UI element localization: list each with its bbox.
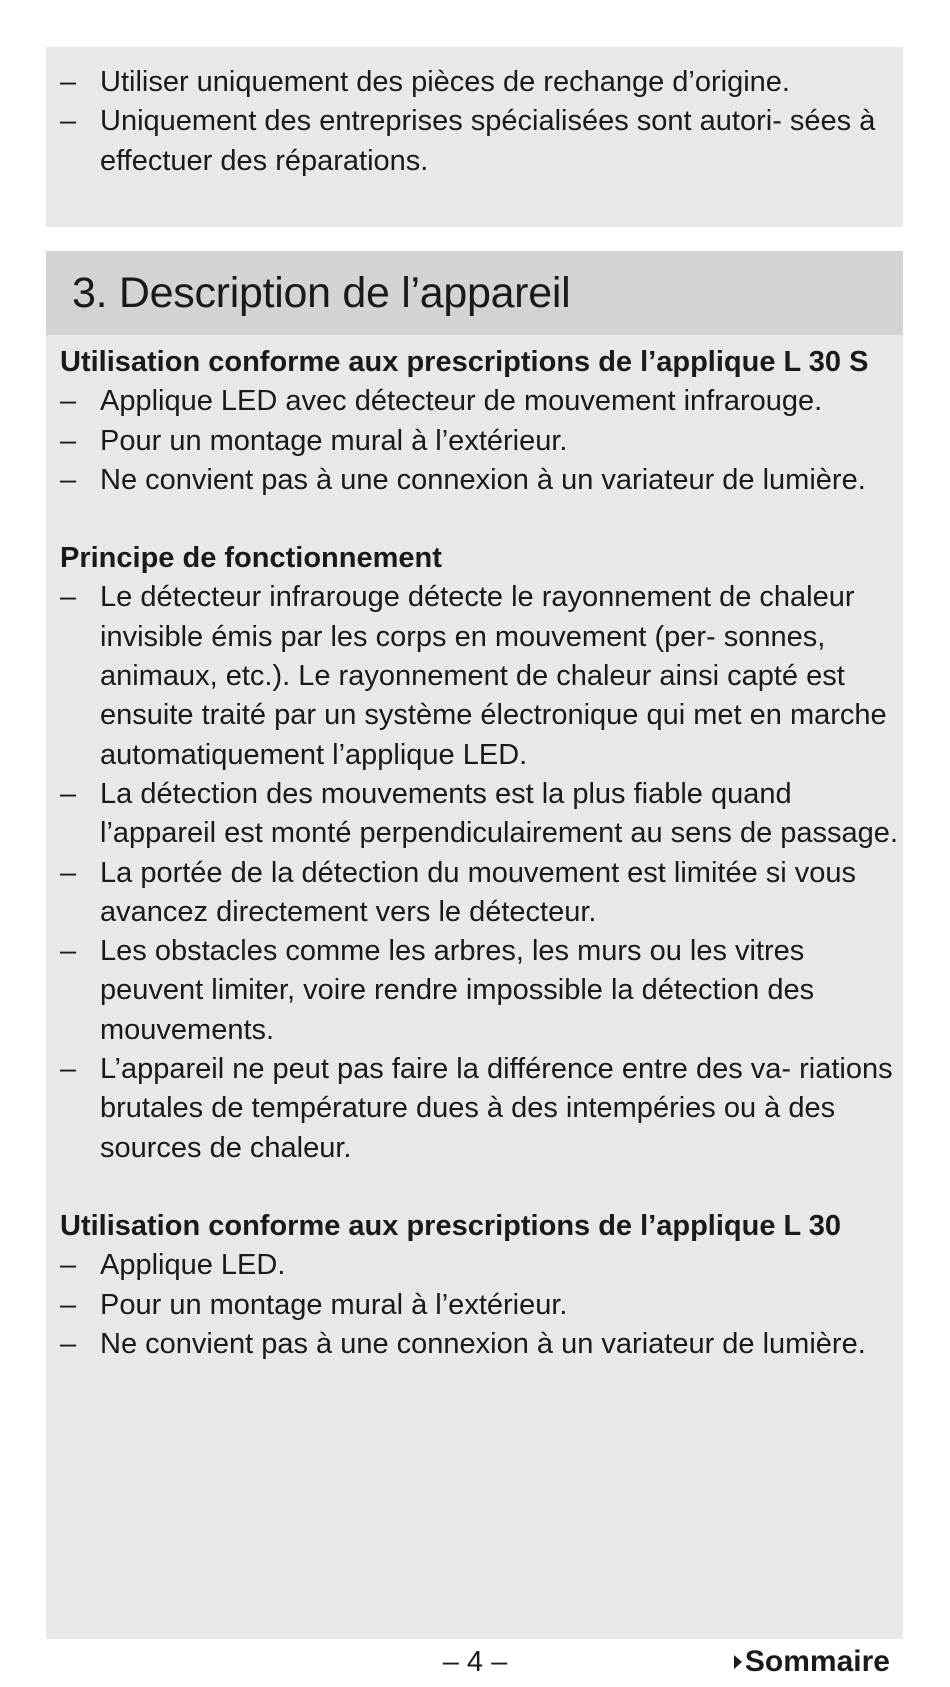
dash-bullet: – <box>60 777 77 810</box>
list-item <box>60 1050 900 1168</box>
dash-bullet: – <box>60 424 77 457</box>
list-item <box>60 102 900 181</box>
bullet-text: Utiliser uniquement des pièces de rechange d’origine. <box>100 66 790 98</box>
bullet-text: Applique LED. <box>100 1249 286 1282</box>
page-number: – 4 – <box>442 1646 508 1678</box>
arrow-right-icon <box>734 1655 742 1669</box>
section-content <box>60 343 900 1364</box>
list-item <box>60 382 900 421</box>
safety-notes-content <box>60 63 900 181</box>
list-item <box>60 63 900 102</box>
dash-bullet: – <box>60 1249 77 1282</box>
bullet-text: Ne convient pas à une connexion à un variateur de lumière. <box>100 463 866 496</box>
safety-bullet-list <box>60 63 900 181</box>
usage-l30-list <box>60 1246 900 1364</box>
bullet-text: L’appareil ne peut pas faire la différence entre des va- riations brutales de température dues à des intempéries ou à des sources de chaleur. <box>100 1053 893 1164</box>
spacer <box>60 500 900 539</box>
subheading-usage-l30: Utilisation conforme aux prescriptions de l’applique L 30 <box>60 1209 842 1242</box>
subheading-usage-l30s: Utilisation conforme aux prescriptions de l’applique L 30 S <box>60 346 869 378</box>
dash-bullet: – <box>60 1053 77 1086</box>
bullet-text: Ne convient pas à une connexion à un variateur de lumière. <box>100 1327 866 1360</box>
dash-bullet: – <box>60 66 77 98</box>
list-item <box>60 422 900 461</box>
dash-bullet: – <box>60 463 77 496</box>
dash-bullet: – <box>60 385 77 418</box>
operating-principle-list <box>60 578 900 1167</box>
list-item <box>60 1286 900 1325</box>
dash-bullet: – <box>60 105 77 138</box>
bullet-text: Pour un montage mural à l’extérieur. <box>100 424 568 457</box>
bullet-text: Applique LED avec détecteur de mouvement infrarouge. <box>100 385 823 418</box>
dash-bullet: – <box>60 856 77 889</box>
dash-bullet: – <box>60 1288 77 1321</box>
table-of-contents-link[interactable] <box>734 1644 890 1680</box>
dash-bullet: – <box>60 935 77 968</box>
bullet-text: Le détecteur infrarouge détecte le rayonnement de chaleur invisible émis par les corps en mouvement (per- sonnes, animaux, etc.). Le rayonnement de chaleur ainsi capté est ensuite traité par un système électronique qui met en marche automatiquement l’applique LED. <box>100 581 887 771</box>
bullet-text: Uniquement des entreprises spécialisées sont autori- sées à effectuer des réparations. <box>100 105 876 177</box>
section-title: 3. Description de l’appareil <box>72 269 571 317</box>
bullet-text: La portée de la détection du mouvement est limitée si vous avancez directement vers le détecteur. <box>100 856 857 928</box>
bullet-text: Pour un montage mural à l’extérieur. <box>100 1288 568 1321</box>
dash-bullet: – <box>60 1327 77 1360</box>
spacer <box>60 1168 900 1207</box>
bullet-text: La détection des mouvements est la plus fiable quand l’appareil est monté perpendiculairement au sens de passage. <box>100 777 898 850</box>
list-item <box>60 775 900 854</box>
device-description-section <box>46 251 903 1639</box>
section-header <box>46 251 903 335</box>
list-item <box>60 578 900 774</box>
list-item <box>60 1246 900 1285</box>
list-item <box>60 461 900 500</box>
list-item <box>60 854 900 933</box>
subheading-operating-principle: Principe de fonctionnement <box>60 542 442 575</box>
list-item <box>60 932 900 1050</box>
safety-notes-box <box>46 47 903 227</box>
dash-bullet: – <box>60 581 77 614</box>
usage-l30s-list <box>60 382 900 500</box>
toc-link-label: Sommaire <box>744 1645 890 1678</box>
bullet-text: Les obstacles comme les arbres, les murs ou les vitres peuvent limiter, voire rendre impossible la détection des mouvements. <box>100 935 815 1046</box>
list-item <box>60 1325 900 1364</box>
